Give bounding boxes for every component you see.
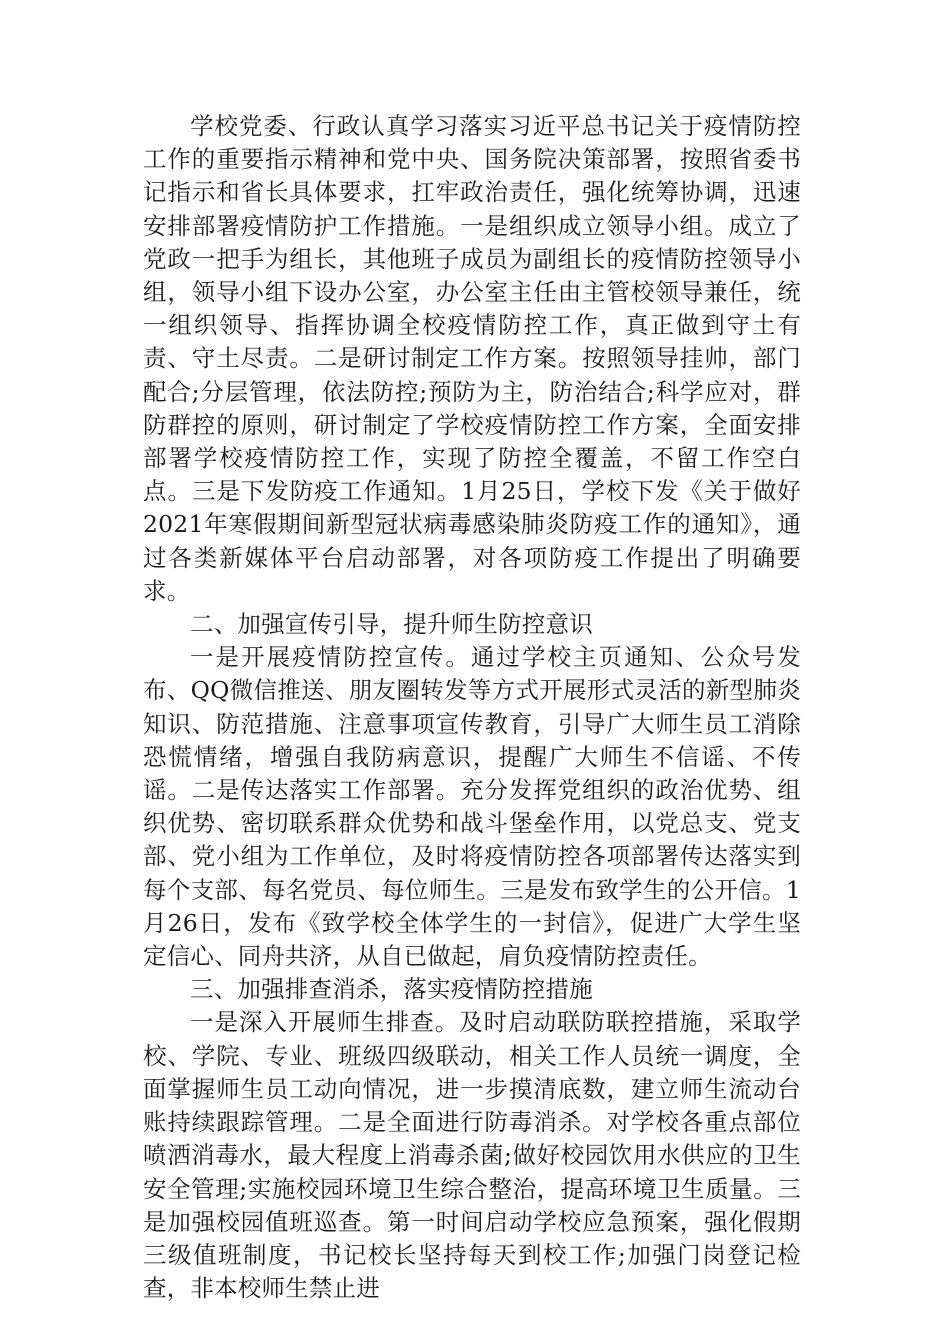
document-body: [143, 110, 801, 1305]
paragraph-publicity-measures: 一是开展疫情防控宣传。通过学校主页通知、公众号发布、QQ微信推送、朋友圈转发等方式开展形式灵活的新型肺炎知识、防范措施、注意事项宣传教育，引导广大师生员工消除恐慌情绪，增强自我防病意识，提醒广大师生不信谣、不传谣。二是传达落实工作部署。充分发挥党组织的政治优势、组织优势、密切联系群众优势和战斗堡垒作用，以党总支、党支部、党小组为工作单位，及时将疫情防控各项部署传达落实到每个支部、每名党员、每位师生。三是发布致学生的公开信。1月26日，发布《致学校全体学生的一封信》，促进广大学生坚定信心、同舟共济，从自已做起，肩负疫情防控责任。: [143, 643, 801, 971]
section-heading-publicity: 二、加强宣传引导，提升师生防控意识: [190, 610, 593, 639]
section-heading-disinfection: 三、加强排查消杀，落实疫情防控措施: [190, 975, 593, 1004]
paragraph-leadership-measures: 学校党委、行政认真学习落实习近平总书记关于疫情防控工作的重要指示精神和党中央、国务院决策部署，按照省委书记指示和省长具体要求，扛牢政治责任，强化统筹协调，迅速安排部署疫情防护工作措施。一是组织成立领导小组。成立了党政一把手为组长，其他班子成员为副组长的疫情防控领导小组，领导小组下设办公室，办公室主任由主管校领导兼任，统一组织领导、指挥协调全校疫情防控工作，真正做到守土有责、守土尽责。二是研讨制定工作方案。按照领导挂帅，部门配合;分层管理，依法防控;预防为主，防治结合;科学应对，群防群控的原则，研讨制定了学校疫情防控工作方案，全面安排部署学校疫情防控工作，实现了防控全覆盖，不留工作空白点。三是下发防疫工作通知。1月25日，学校下发《关于做好2021年寒假期间新型冠状病毒感染肺炎防疫工作的通知》，通过各类新媒体平台启动部署，对各项防疫工作提出了明确要求。: [143, 112, 801, 605]
paragraph-disinfection-measures: 一是深入开展师生排查。及时启动联防联控措施，采取学校、学院、专业、班级四级联动，相关工作人员统一调度，全面掌握师生员工动向情况，进一步摸清底数，建立师生流动台账持续跟踪管理。二是全面进行防毒消杀。对学校各重点部位喷洒消毒水，最大程度上消毒杀菌;做好校园饮用水供应的卫生安全管理;实施校园环境卫生综合整治，提高环境卫生质量。三是加强校园值班巡查。第一时间启动学校应急预案，强化假期三级值班制度，书记校长坚持每天到校工作;加强门岗登记检查，非本校师生禁止进: [143, 1008, 801, 1303]
